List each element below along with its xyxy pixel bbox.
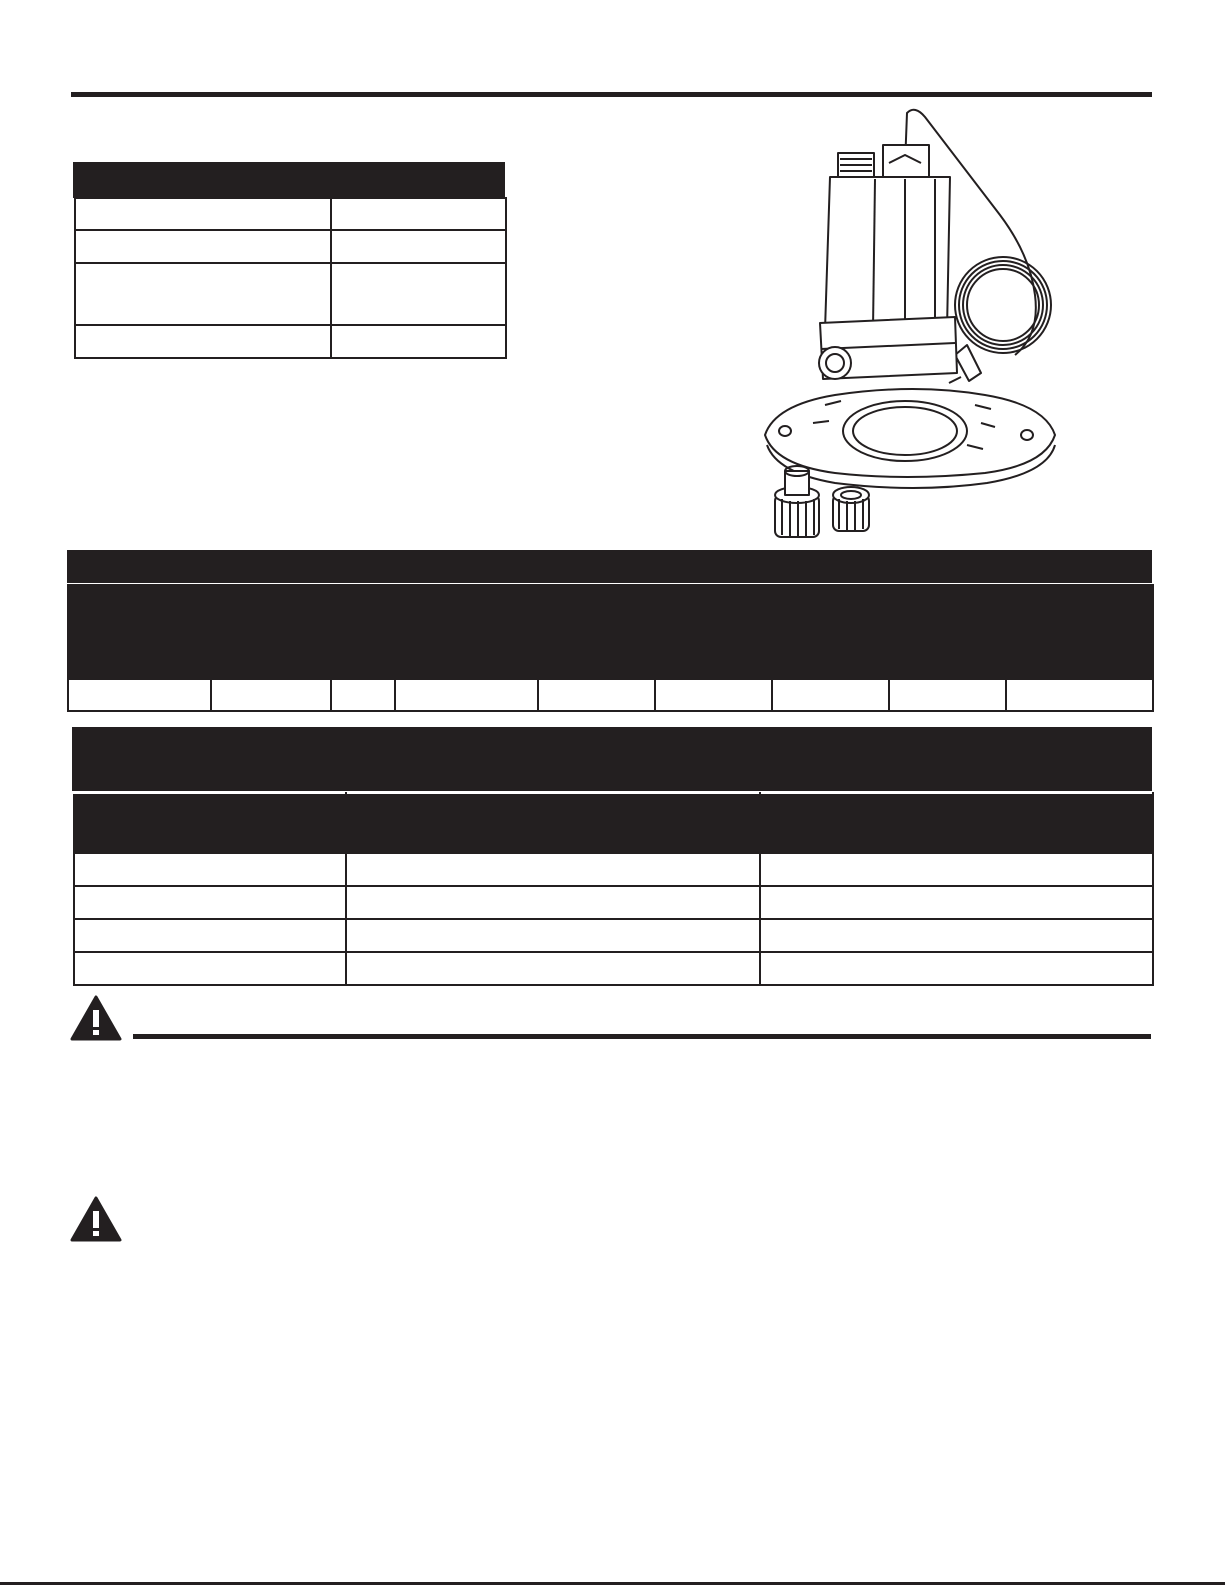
table-row xyxy=(74,919,1153,952)
performance-table-title-bar xyxy=(67,550,1152,583)
performance-table xyxy=(67,584,1154,712)
fittings-cell xyxy=(74,886,346,919)
spec-label-cell xyxy=(75,230,331,263)
fittings-cell xyxy=(760,886,1153,919)
spec-value-cell xyxy=(331,198,506,230)
table-row xyxy=(74,886,1153,919)
spec-label-cell xyxy=(75,325,331,358)
performance-sub-header xyxy=(538,647,655,679)
performance-sub-header xyxy=(1006,647,1153,679)
fittings-cell xyxy=(74,952,346,985)
fittings-cell xyxy=(346,919,760,952)
performance-cell xyxy=(331,679,395,711)
fittings-cell xyxy=(346,886,760,919)
performance-cell xyxy=(68,679,211,711)
fittings-cell xyxy=(346,853,760,886)
fittings-cell xyxy=(760,952,1153,985)
performance-cell xyxy=(889,679,1006,711)
table-row xyxy=(75,198,506,230)
table-row xyxy=(75,325,506,358)
performance-cell xyxy=(655,679,772,711)
performance-cell xyxy=(772,679,889,711)
fittings-header-cell xyxy=(760,793,1153,853)
fittings-cell xyxy=(760,853,1153,886)
performance-sub-header xyxy=(889,647,1006,679)
spec-value-cell xyxy=(331,230,506,263)
pump-illustration xyxy=(755,105,1065,545)
warning-triangle-icon xyxy=(70,995,122,1041)
performance-cell xyxy=(395,679,538,711)
spec-table-header xyxy=(73,162,505,198)
performance-header-cell xyxy=(395,585,538,679)
table-row xyxy=(75,230,506,263)
performance-sub-header xyxy=(655,647,772,679)
performance-group-header xyxy=(538,585,1153,647)
performance-cell xyxy=(211,679,331,711)
fittings-cell xyxy=(74,919,346,952)
spec-label-cell xyxy=(75,198,331,230)
performance-cell xyxy=(1006,679,1153,711)
performance-header-cell xyxy=(211,585,331,679)
performance-header-cell xyxy=(331,585,395,679)
fittings-table-title-bar xyxy=(72,727,1152,791)
spec-label-cell xyxy=(75,263,331,325)
warning-rule xyxy=(133,1034,1151,1039)
top-rule xyxy=(71,92,1152,97)
spec-table xyxy=(74,197,507,359)
fittings-header-cell xyxy=(74,793,346,853)
table-row xyxy=(74,952,1153,985)
table-row xyxy=(74,853,1153,886)
fittings-cell xyxy=(346,952,760,985)
performance-header-cell xyxy=(68,585,211,679)
spec-value-cell xyxy=(331,263,506,325)
performance-cell xyxy=(538,679,655,711)
spec-value-cell xyxy=(331,325,506,358)
table-row xyxy=(75,263,506,325)
fittings-header-cell xyxy=(346,793,760,853)
table-row xyxy=(68,679,1153,711)
fittings-table xyxy=(73,792,1154,986)
fittings-cell xyxy=(74,853,346,886)
warning-triangle-icon xyxy=(70,1196,122,1242)
performance-sub-header xyxy=(772,647,889,679)
fittings-cell xyxy=(760,919,1153,952)
